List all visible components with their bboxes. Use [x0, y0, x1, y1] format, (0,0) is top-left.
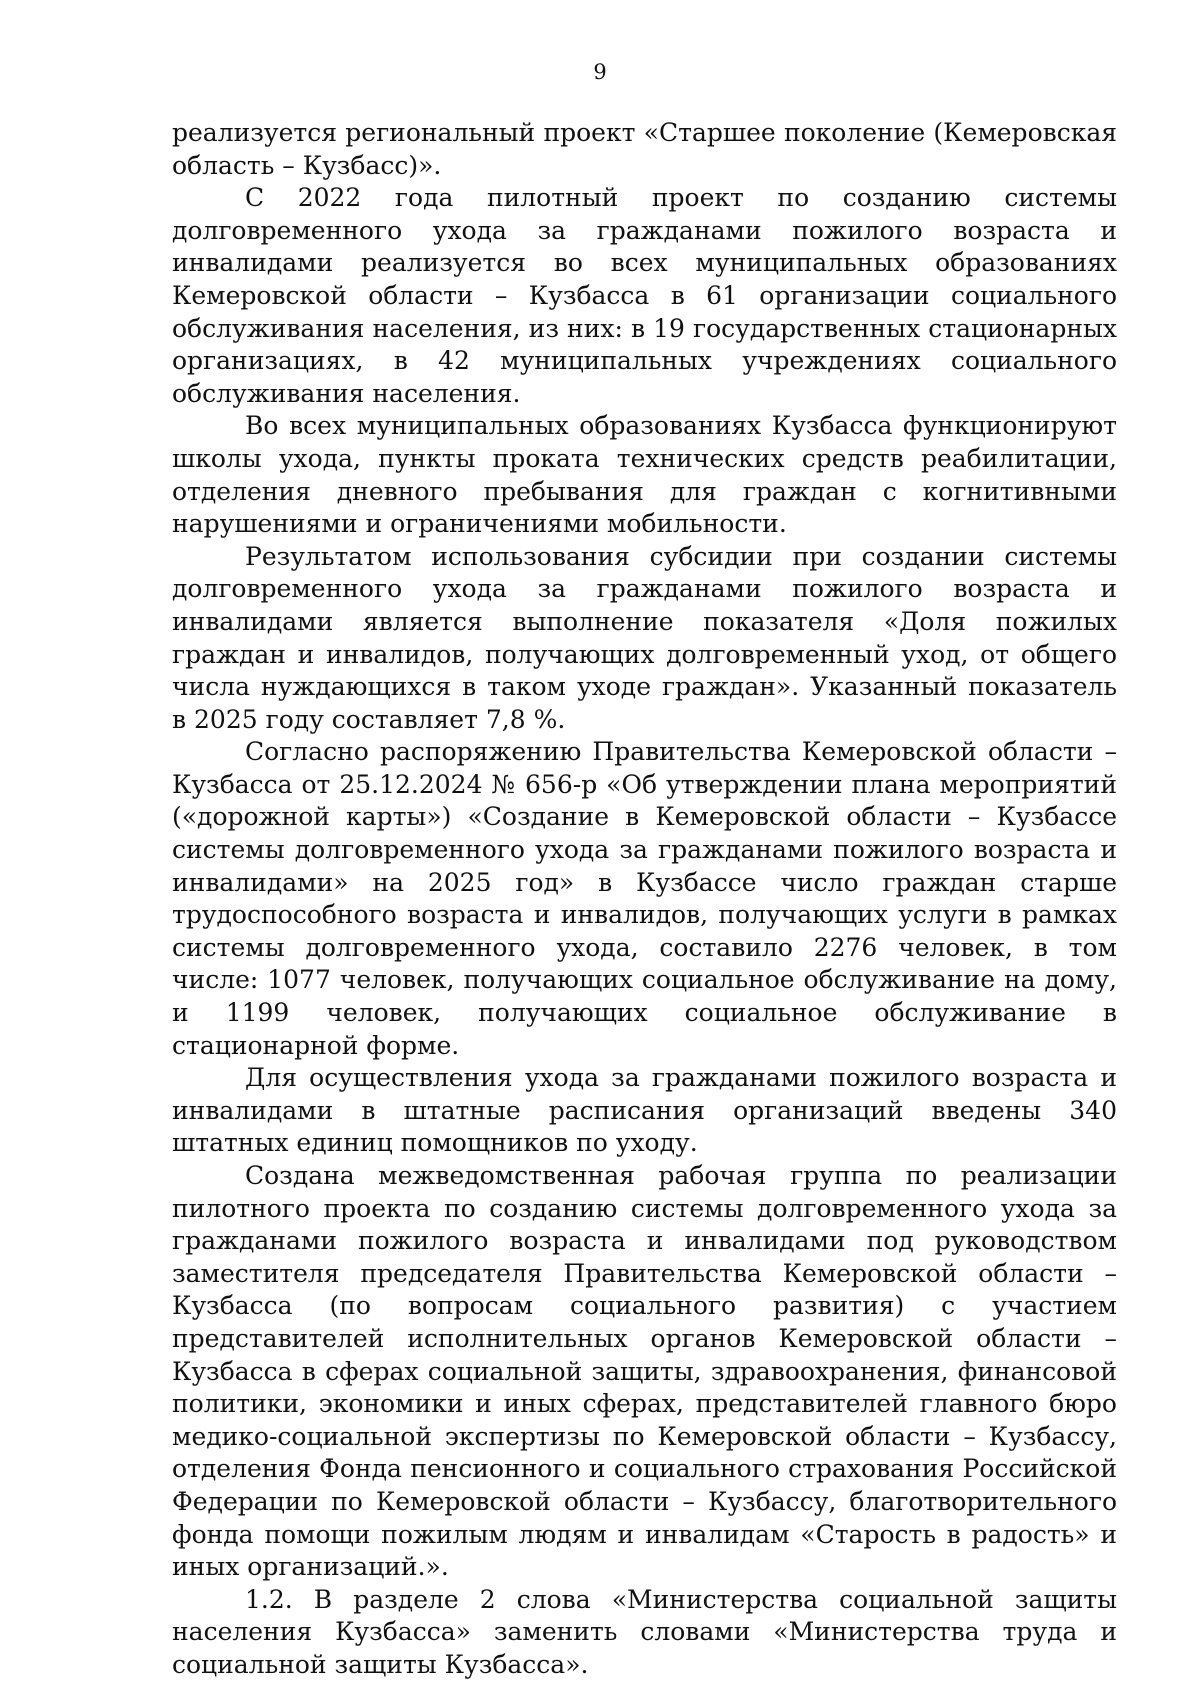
- document-body: [172, 117, 1117, 1682]
- paragraph-working-group: Создана межведомственная рабочая группа по реализации пилотного проекта по созданию системы долговременного ухода за гражданами пожилого возраста и инвалидами под руководством заместителя председателя Правительства Кемеровской области – Кузбасса (по вопросам социального развития) с участием представителей исполнительных органов Кемеровской области – Кузбасса в сферах социальной защиты, здравоохранения, финансовой политики, экономики и иных сферах, представителей главного бюро медико-социальной экспертизы по Кемеровской области – Кузбассу, отделения Фонда пенсионного и социального страхования Российской Федерации по Кемеровской области – Кузбассу, благотворительного фонда помощи пожилым людям и инвалидам «Старость в радость» и иных организаций.».: [172, 1161, 1117, 1582]
- paragraph-care-schools: Во всех муниципальных образованиях Кузбасса функционируют школы ухода, пункты проката технических средств реабилитации, отделения дневного пребывания для граждан с когнитивными нарушениями и ограничениями мобильности.: [172, 411, 1117, 539]
- paragraph-subsidy-result: Результатом использования субсидии при создании системы долговременного ухода за гражданами пожилого возраста и инвалидами является выполнение показателя «Доля пожилых граждан и инвалидов, получающих долговременный уход, от общего числа нуждающихся в таком уходе граждан». Указанный показатель в 2025 году составляет 7,8 %.: [172, 541, 1117, 734]
- paragraph-pilot-project: С 2022 года пилотный проект по созданию системы долговременного ухода за гражданами пожилого возраста и инвалидами реализуется во всех муниципальных образованиях Кемеровской области – Кузбасса в 61 организации социального обслуживания населения, из них: в 19 государственных стационарных организациях, в 42 муниципальных учреждениях социального обслуживания населения.: [172, 183, 1117, 408]
- paragraph-continuation: реализуется региональный проект «Старшее поколение (Кемеровская область – Кузбасс)».: [172, 118, 1117, 180]
- paragraph-section-amendment: 1.2. В разделе 2 слова «Министерства социальной защиты населения Кузбасса» заменить словами «Министерства труда и социальной защиты Кузбасса».: [172, 1584, 1117, 1679]
- paragraph-staff-units: Для осуществления ухода за гражданами пожилого возраста и инвалидами в штатные расписания организаций введены 340 штатных единиц помощников по уходу.: [172, 1063, 1117, 1158]
- paragraph-government-order: Согласно распоряжению Правительства Кемеровской области – Кузбасса от 25.12.2024 № 656-р «Об утверждении плана мероприятий («дорожной карты») «Создание в Кемеровской области – Кузбассе системы долговременного ухода за гражданами пожилого возраста и инвалидами» на 2025 год» в Кузбассе число граждан старше трудоспособного возраста и инвалидов, получающих услуги в рамках системы долговременного ухода, составило 2276 человек, в том числе: 1077 человек, получающих социальное обслуживание на дому, и 1199 человек, получающих социальное обслуживание в стационарной форме.: [172, 737, 1117, 1060]
- page-number: 9: [593, 60, 607, 84]
